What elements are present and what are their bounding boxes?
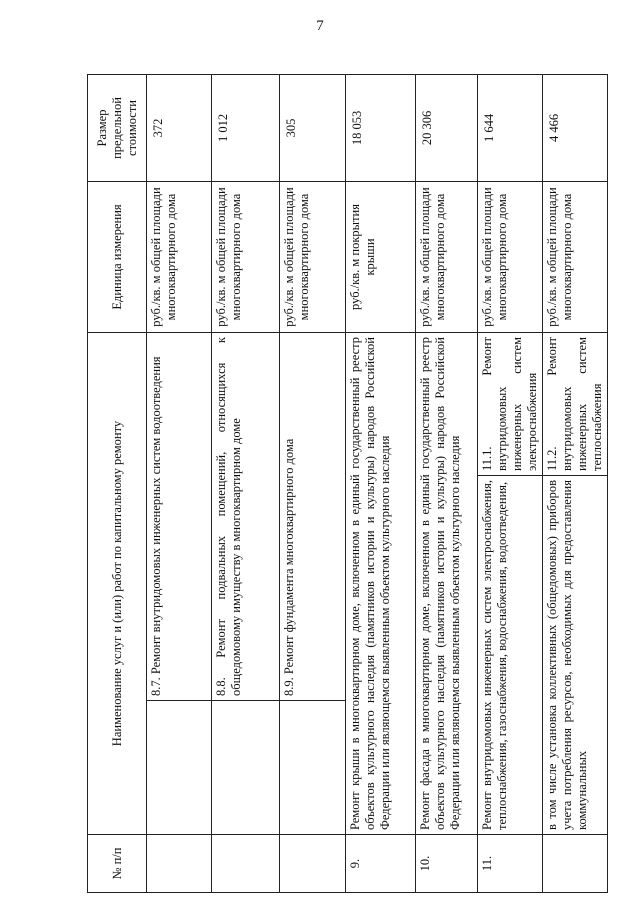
row-8-9-num: 8.9. (282, 677, 296, 696)
cell-num (543, 835, 608, 893)
row-11-1-num: 11.1. (480, 446, 494, 471)
row-8-9-text (280, 333, 346, 701)
row-11-2-unit: руб./кв. м общей площади многоквартирного дома (543, 181, 608, 332)
header-unit: Единица измерения (88, 181, 147, 332)
row-11-text-a: Ремонт внутридомовых инженерных систем электроснабжения, теплоснабжения, газоснабжения, водоснабжения, водоотведения, (478, 476, 543, 835)
cell-num (212, 835, 280, 893)
cell-num (147, 835, 212, 893)
row-10-cost: 20 306 (416, 74, 478, 181)
row-8-9-label: Ремонт фундамента многоквартирного дома (282, 438, 296, 675)
header-num: № п/п (88, 835, 147, 893)
cell-blank (280, 701, 346, 835)
cell-blank (147, 701, 212, 835)
row-8-8-unit: руб./кв. м общей площади многоквартирного дома (212, 181, 280, 332)
row-11-1-unit: руб./кв. м общей площади многоквартирного дома (478, 181, 543, 332)
row-9-unit: руб./кв. м покрытия крыши (346, 181, 416, 332)
header-cost: Размер предельной стоимости (88, 74, 147, 181)
table-row (543, 74, 608, 892)
row-8-8-label: Ремонт подвальных помещений, относящихся к общедомовому имуществу в многоквартирном доме (214, 337, 243, 696)
row-8-9-unit: руб./кв. м общей площади многоквартирного дома (280, 181, 346, 332)
row-9-cost: 18 053 (346, 74, 416, 181)
row-11-2-label: Ремонт внутридомовых инженерных систем теплоснабжения (545, 337, 604, 471)
page-number: 7 (316, 18, 324, 34)
table-row (212, 74, 280, 892)
rotated-table-container (87, 75, 604, 893)
row-9-text: Ремонт крыши в многоквартирном доме, включенном в единый государственный реестр объектов культурного наследия (памятников истории и культуры) народов Российской Федерации или являющемся выявленным объектом культурного наследия (346, 333, 416, 835)
table-row (147, 74, 212, 892)
row-8-9-cost: 305 (280, 74, 346, 181)
row-11-1-label: Ремонт внутридомовых инженерных систем электроснабжения (480, 337, 539, 471)
row-11-1-cost: 1 644 (478, 74, 543, 181)
row-11-2-num: 11.2. (545, 446, 559, 471)
row-11-1-text (478, 333, 543, 476)
table-row (280, 74, 346, 892)
table-row (416, 74, 478, 892)
row-8-8-text (212, 333, 280, 701)
row-10-num: 10. (416, 835, 478, 893)
row-8-7-unit: руб./кв. м общей площади многоквартирного дома (147, 181, 212, 332)
cell-num (280, 835, 346, 893)
cost-table (87, 74, 608, 893)
row-11-2-cost: 4 466 (543, 74, 608, 181)
row-11-2-text (543, 333, 608, 476)
row-10-unit: руб./кв. м общей площади многоквартирного дома (416, 181, 478, 332)
table-row (346, 74, 416, 892)
header-name: Наименование услуг и (или) работ по капитальному ремонту (88, 333, 147, 835)
row-8-7-text: 8.7. Ремонт внутридомовых инженерных систем водоотведения (147, 333, 212, 701)
row-8-8-cost: 1 012 (212, 74, 280, 181)
row-8-8-num: 8.8. (214, 677, 228, 696)
row-10-text: Ремонт фасада в многоквартирном доме, включенном в единый государственный реестр объектов культурного наследия (памятников истории и культуры) народов Российской Федерации или являющемся выявленным объектом культурного наследия (416, 333, 478, 835)
row-11-text-b: в том числе установка коллективных (общедомовых) приборов учета потребления ресурсов, необходимых для предоставления коммунальных (543, 476, 608, 835)
table-row (478, 74, 543, 892)
row-11-num: 11. (478, 835, 543, 893)
row-9-num: 9. (346, 835, 416, 893)
row-8-7-cost: 372 (147, 74, 212, 181)
cell-blank (212, 701, 280, 835)
